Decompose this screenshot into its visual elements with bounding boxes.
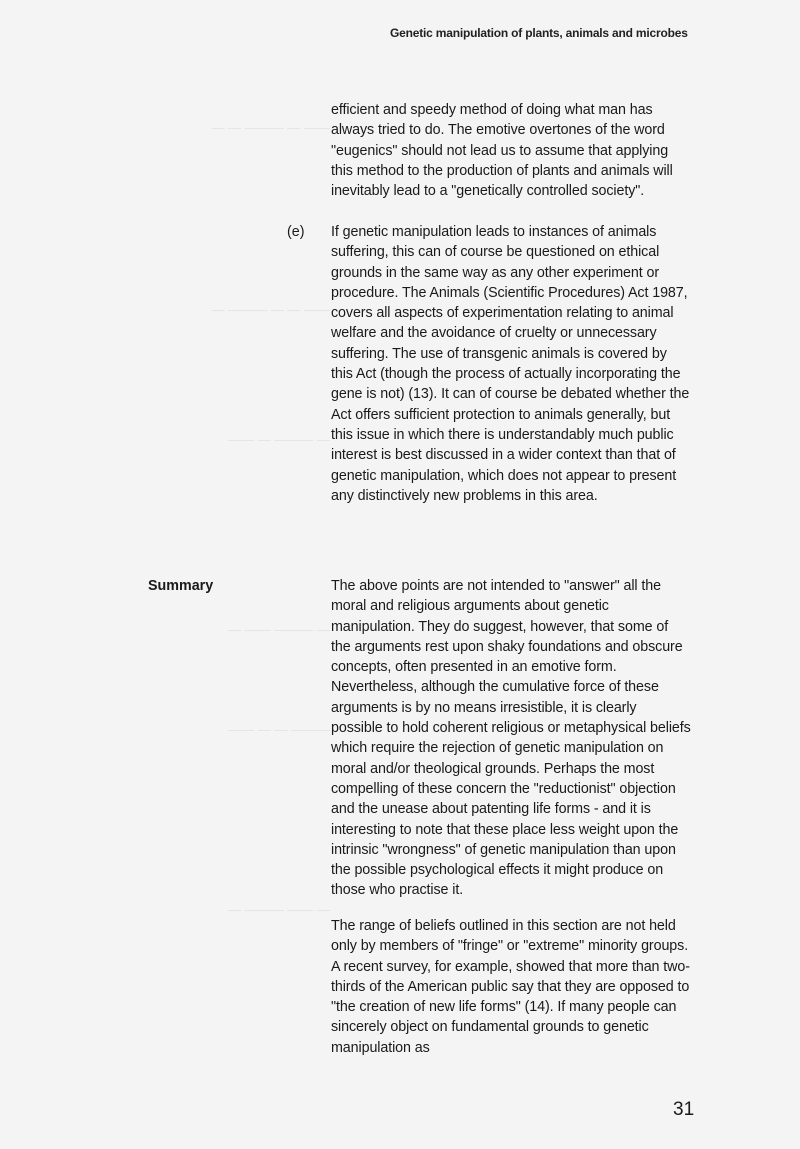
show-through-text: —— — — ——— bbox=[228, 722, 330, 737]
show-through-text: —— — ——— — bbox=[228, 432, 330, 447]
running-header: Genetic manipulation of plants, animals and microbes bbox=[390, 26, 688, 40]
summary-paragraph-1: The above points are not intended to "answer" all the moral and religious arguments about genetic manipulation. They do suggest, however, that some of the arguments rest upon shaky foundations and obscure concepts, often presented in an emotive form. Nevertheless, although the cumulative force of these arguments is by no means irresistible, it is clearly possible to hold coherent religious or metaphysical beliefs which require the rejection of genetic manipulation on moral and/or theological grounds. Perhaps the most compelling of these concern the "reductionist" objection and the unease about patenting life forms - and it is interesting to note that these place less weight upon the intrinsic "wrongness" of genetic manipulation than upon the possible psychological effects it might produce on those who practise it. bbox=[331, 578, 691, 899]
item-e-paragraph: If genetic manipulation leads to instances of animals suffering, this can of course be questioned on ethical grounds in the same way as any other experiment or procedure. The Animals (Scientific Procedures) Act 1987, covers all aspects of experimentation relating to animal welfare and the avoidance of cruelty or unnecessary suffering. The use of transgenic animals is covered by this Act (though the process of actually incorporating the gene is not) (13). It can of course be debated whether the Act offers sufficient protection to animals generally, but this issue in which there is understandably much public interest is best discussed in a wider context than that of genetic manipulation, which does not appear to present any distinctively new problems in this area. bbox=[331, 224, 690, 504]
show-through-text: — ——— — — —— bbox=[211, 302, 330, 317]
show-through-text: — — ——— — —— bbox=[211, 120, 330, 135]
show-through-text: — ——— —— — bbox=[228, 902, 330, 917]
show-through-text: — —— ——— — bbox=[228, 622, 330, 637]
summary-paragraph-2: The range of beliefs outlined in this section are not held only by members of "fringe" or "extreme" minority groups. A recent survey, for example, showed that more than two-thirds of the American public say that they are opposed to "the creation of new life forms" (14). If many people can sincerely object on fundamental grounds to genetic manipulation as bbox=[331, 918, 690, 1056]
summary-heading: Summary bbox=[148, 578, 214, 594]
continuation-paragraph: efficient and speedy method of doing what man has always tried to do. The emotive overtones of the word "eugenics" should not lead us to assume that applying this method to the production of plants and animals will inevitably lead to a "genetically controlled society". bbox=[331, 102, 673, 200]
list-marker-e: (e) bbox=[287, 224, 305, 240]
page-number: 31 bbox=[673, 1099, 695, 1120]
